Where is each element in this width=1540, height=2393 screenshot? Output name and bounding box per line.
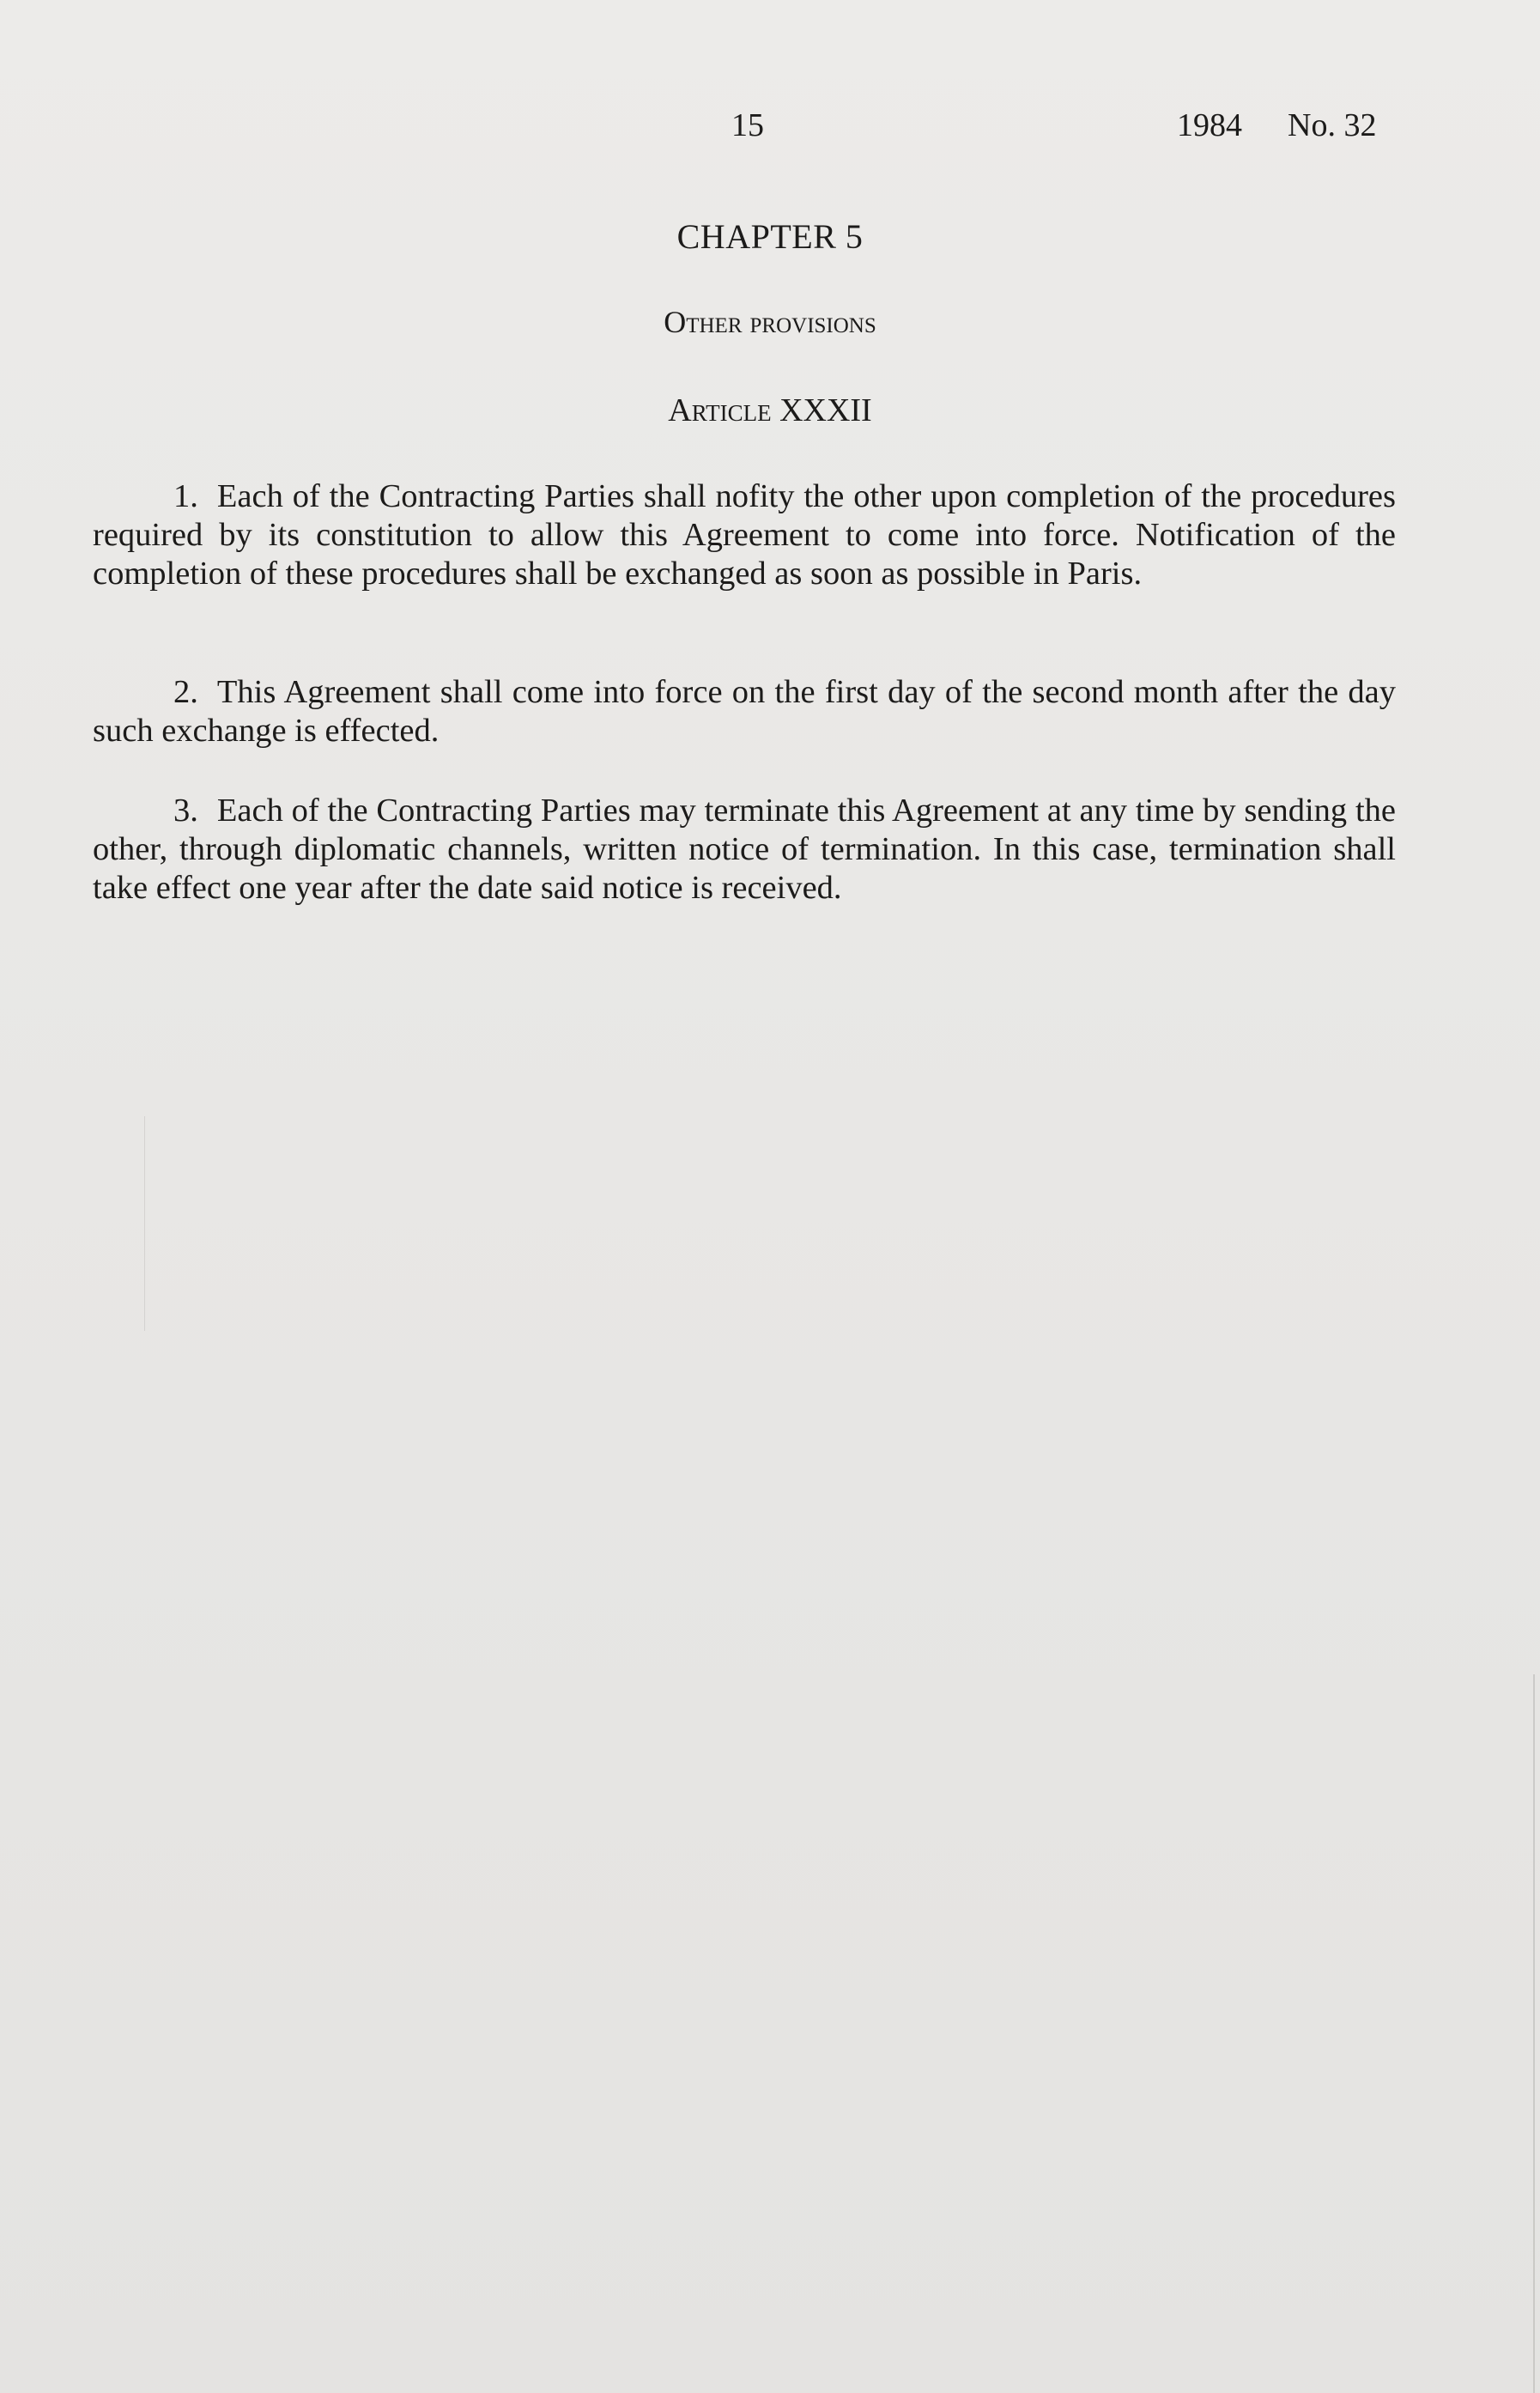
article-heading: Article XXXII <box>668 392 872 428</box>
paragraph-number: 3. <box>173 793 198 829</box>
paragraph-3 <box>93 792 1396 908</box>
paragraph-number: 1. <box>173 478 198 514</box>
running-header <box>0 106 1540 149</box>
page-number: 15 <box>731 107 764 143</box>
header-year: 1984 <box>1177 107 1242 143</box>
page-edge-shadow <box>1533 1674 1535 2393</box>
paragraph-text: This Agreement shall come into force on the first day of the second month after the day such exchange is effected. <box>93 674 1396 749</box>
paragraph-1 <box>93 477 1396 593</box>
paragraph-text: Each of the Contracting Parties may terminate this Agreement at any time by sending the other, through diplomatic channels, written notice of termination. In this case, termination shall take effect one year after the date said notice is received. <box>93 793 1396 906</box>
document-number: No. 32 <box>1288 107 1377 143</box>
paragraph-2 <box>93 673 1396 750</box>
paragraph-number: 2. <box>173 674 198 710</box>
section-heading: Other provisions <box>664 305 876 339</box>
scan-artifact-line <box>144 1116 145 1331</box>
chapter-heading: CHAPTER 5 <box>676 217 864 256</box>
paragraph-text: Each of the Contracting Parties shall nofity the other upon completion of the procedures required by its constitution to allow this Agreement to come into force. Notification of the completion of these procedures shall be exchanged as soon as possible in Paris. <box>93 478 1396 592</box>
